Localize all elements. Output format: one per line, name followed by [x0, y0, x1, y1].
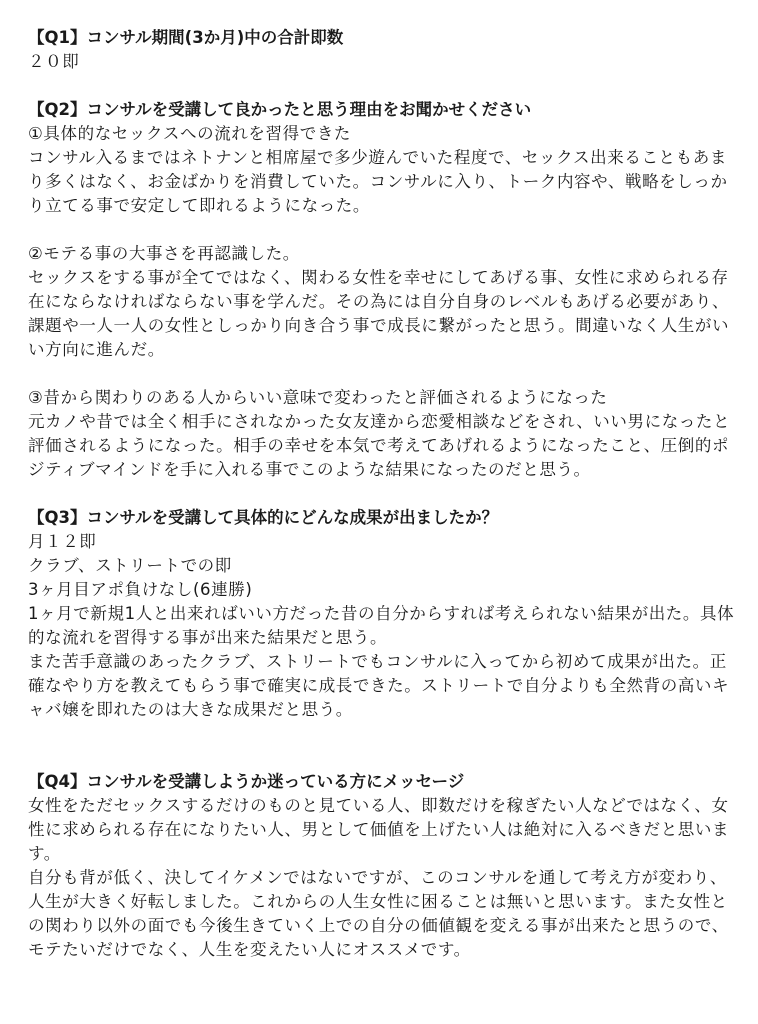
q4-para-1: 女性をただセックスするだけのものと見ている人、即数だけを稼ぎたい人などではなく、女性に求められる存在になりたい人、男として価値を上げたい人は絶対に入るべきだと思います。	[28, 796, 730, 863]
q2-section	[28, 98, 740, 482]
q1-section	[28, 26, 740, 74]
q4-para-2: 自分も背が低く、決してイケメンではないですが、このコンサルを通して考え方が変わり、人生が大きく好転しました。これからの人生女性に困ることは無いと思います。また女性との関わり以外の面でも今後生きていく上での自分の価値観を変える事が出来たと思うので、モテたいだけでなく、人生を変えたい人にオススメです。	[28, 868, 729, 959]
q2-block1-body: コンサル入るまではネトナンと相席屋で多少遊んでいた程度で、セックス出来ることもあまり多くはなく、お金ばかりを消費していた。コンサルに入り、トーク内容や、戦略をしっかり立てる事で安定して即れるようになった。	[28, 148, 728, 215]
q3-section	[28, 506, 740, 722]
q3-line-1: 月１２即	[28, 532, 97, 551]
q1-heading: 【Q1】コンサル期間(3か月)中の合計即数	[28, 28, 344, 47]
q2-block2-title: ②モテる事の大事さを再認識した。	[28, 244, 300, 263]
q2-block1-title: ①具体的なセックスへの流れを習得できた	[28, 124, 352, 143]
q2-block3-title: ③昔から関わりのある人からいい意味で変わったと評価されるようになった	[28, 388, 608, 407]
q3-para-2: また苦手意識のあったクラブ、ストリートでもコンサルに入ってから初めて成果が出た。正確なやり方を教えてもらう事で確実に成長できた。ストリートで自分よりも全然背の高いキャバ嬢を即れたのは大きな成果だと思う。	[28, 652, 730, 719]
q2-block3-body: 元カノや昔では全く相手にされなかった女友達から恋愛相談などをされ、いい男になったと評価されるようになった。相手の幸せを本気で考えてあげれるようになったこと、圧倒的ポジティブマインドを手に入れる事でこのような結果になったのだと思う。	[28, 412, 731, 479]
q4-section	[28, 770, 740, 962]
document-page	[28, 26, 740, 962]
q4-heading: 【Q4】コンサルを受講しようか迷っている方にメッセージ	[28, 772, 465, 791]
q3-line-2: クラブ、ストリートでの即	[28, 556, 232, 575]
q2-heading: 【Q2】コンサルを受講して良かったと思う理由をお聞かせください	[28, 100, 532, 119]
q2-block2-body: セックスをする事が全てではなく、関わる女性を幸せにしてあげる事、女性に求められる存在にならなければならない事を学んだ。その為には自分自身のレベルもあげる必要があり、課題や一人一人の女性としっかり向き合う事で成長に繋がったと思う。間違いなく人生がいい方向に進んだ。	[28, 268, 730, 359]
q3-para-1: 1ヶ月で新規1人と出来ればいい方だった昔の自分からすれば考えられない結果が出た。具体的な流れを習得する事が出来た結果だと思う。	[28, 604, 735, 647]
q3-heading: 【Q3】コンサルを受講して具体的にどんな成果が出ましたか？	[28, 508, 499, 527]
q1-answer: ２０即	[28, 52, 80, 71]
q3-line-3: 3ヶ月目アポ負けなし(6連勝)	[28, 580, 253, 599]
